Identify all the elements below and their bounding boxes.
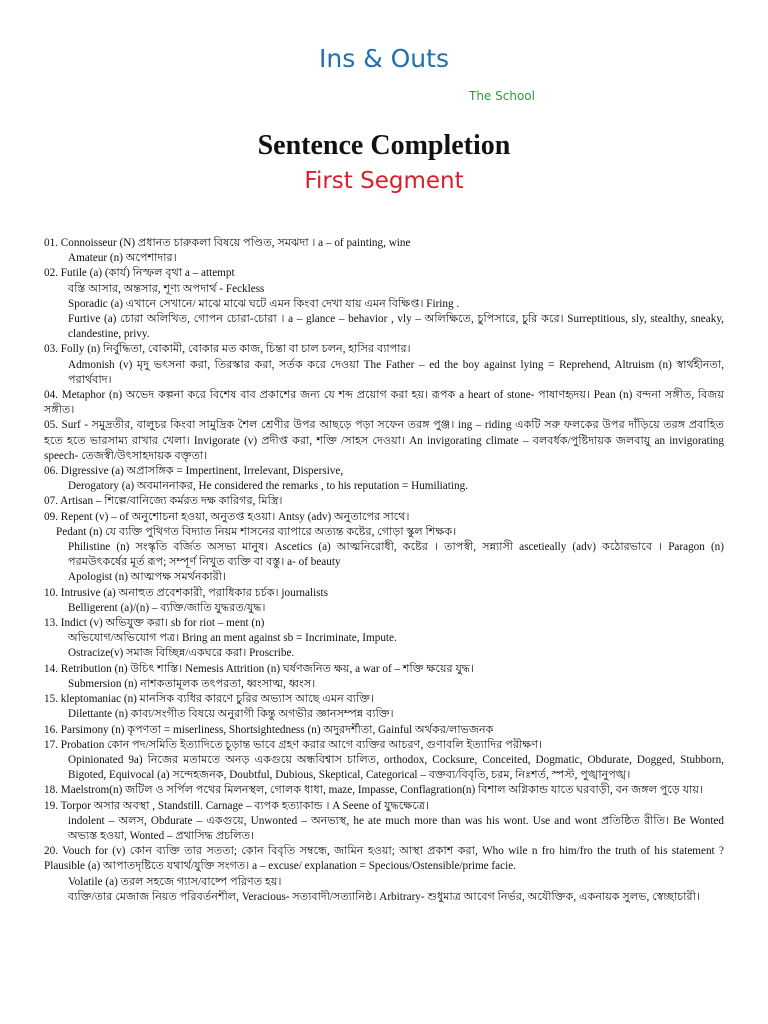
entry-10-sub: Belligerent (a)/(n) – ব্যক্তি/জাতি যুদ্ধরত/যুদ্ধ। — [68, 601, 266, 614]
entry-14-sub: Submersion (n) নাশকতামূলক তৎপরতা, ধ্বংসাত্ম, ধ্বংস। — [68, 677, 316, 690]
page-subtitle: First Segment — [304, 168, 464, 194]
entry-15-sub: Dilettante (n) কাব্য/সংগীত বিষয়ে অনুরাগী কিন্তু অগভীর জ্ঞানসম্পন্ন ব্যক্তি। — [68, 708, 394, 721]
brand-tagline: The School — [469, 89, 535, 103]
entry-17-sub: Opinionated 9a) নিজের মতামতে অনড় একগুয়ে অন্ধবিশ্বাস চালিত, orthodox, Cocksure, Conceited, Dogmatic, Obdurate, Dogged, Stubborn, Bigoted, Equivocal (a) সন্দেহজনক, Doubtful, Dubious, Skeptical, Categorical – বক্তব্য/বিবৃতি, চরম, নিঃশর্ত, স্পস্ট, পুঙ্খানুপঙ্খ। — [68, 753, 724, 782]
entry-06: 06. Digressive (a) অপ্রাসঙ্গিক = Impertinent, Irrelevant, Dispersive, — [44, 465, 344, 478]
entry-01-sub: Amateur (n) অপেশাদার। — [68, 252, 177, 265]
entry-13-sub: অভিযোগ/অভিযোগ পত্র। Bring an ment against sb = Incriminate, Impute. — [68, 632, 397, 645]
entry-02-sub: Furtive (a) চোরা অলিখিত, গোপন চোরা-চোরা । a – glance – behavior , vly – অলিক্ষিতে, চুপিসারে, চুরি করে। Surreptitious, sly, stealthy, sneaky, clandestine, privy. — [68, 313, 724, 341]
entry-09-sub: Apologist (n) আত্মপক্ষ সমর্থনকারী। — [68, 571, 227, 584]
entry-02-sub: Sporadic (a) এখানে সেখানে/ মাঝে মাঝে ঘটে এমন কিংবা দেখা যায় এমন বিক্ষিপ্ত। Firing . — [68, 297, 460, 310]
entry-07: 07. Artisan – শিল্পে/বানিজ্যে কর্মরত দক্ষ কারিগর, মিস্ত্রি। — [44, 495, 283, 508]
entry-15: 15. kleptomaniac (n) মানসিক ব্যধির কারণে চুরির অভ্যাস আছে এমন ব্যক্তি। — [44, 693, 375, 706]
entry-17: 17. Probation কোন পদ/সমিতি ইত্যাদিতে চূড়ান্ত ভাবে গ্রহণ করার আগে ব্যক্তির আচরণ, গুণাবলি ইত্যাদির পরীক্ষণ। — [44, 738, 543, 751]
entry-20: 20. Vouch for (v) কোন ব্যক্তি তার সততা; কোন বিবৃতি সম্বন্ধে, জামিন হওয়া; আস্থা প্রকাশ করা, Who wile n fro him/fro the truth of his statement ? Plausible (a) আপাতদৃষ্টিতে যথার্থ/যুক্তি সংগত। a – excuse/ explanation = Specious/Ostensible/prime facie. — [44, 845, 724, 873]
entry-16: 16. Parsimony (n) কৃপণতা = miserliness, Shortsightedness (n) অদুরদর্শীতা, Gainful অর্থকর/লাভজনক — [44, 723, 494, 736]
vocabulary-list — [44, 236, 724, 905]
entry-20-sub: Volatile (a) তরল সহজে গ্যাস/বাষ্পে পরিণত হয়। — [68, 875, 282, 888]
entry-09-sub: Philistine (n) সংস্কৃতি বর্জিত অসভ্য মানুষ। Ascetics (a) আত্মনিরোধী, কষ্টের । তাপস্বী, সন্ন্যাসী ascetieally (adv) কঠোরভাবে । Paragon (n) পরমউৎকর্ষের মূর্ত রূপ; সম্পূর্ণ নিখুত ব্যক্তি বা বস্তু। a- of beauty — [68, 541, 724, 569]
entry-10: 10. Intrusive (a) অনাহুত প্রবেশকারী, পরাধিকার চর্চক। journalists — [44, 586, 329, 599]
entry-18: 18. Maelstrom(n) জটিল ও সর্পিল পথের মিলনস্থল, গোলক ধাধা, maze, Impasse, Conflagration(n) বিশাল অগ্নিকান্ড যাতে ঘরবাড়ী, বন জঙ্গল পুড়ে যায়। — [44, 784, 703, 797]
entry-05: 05. Surf - সমুদ্রতীর, বালুচর কিংবা সামুদ্রিক শৈল শ্রেণীর উপর আছড়ে পড়া সফেন তরঙ্গ পুঞ্জ। ing – riding একটি সরু ফলকের উপর দাঁড়িয়ে তরঙ্গ প্রবাহিত হতে হতে ভারসাম্য রাখার খেলা। Invigorate (v) প্রদীপ্ত করা, শক্তি /সাহস দেওয়া। An invigorating climate – বলবর্ধক/পুষ্টিদায়ক জলবায়ু an invigorating speech- তেজস্বী/উৎসাহদায়ক বক্তৃতা। — [44, 419, 724, 462]
entry-19-sub: indolent – অলস, Obdurate – একগুয়ে, Unwonted – অনভ্যস্থ, he ate much more than was his wont. Use and wont প্রতিষ্ঠিত রীতি। Be Wonted অভ্যস্ত হওয়া, Wonted – প্রথাসিদ্ধ প্রচলিত। — [68, 814, 724, 842]
entry-13: 13. Indict (v) অভিযুক্ত করা। sb for riot – ment (n) — [44, 617, 265, 630]
entry-03: 03. Folly (n) নির্বুদ্ধিতা, বোকামী, বোকার মত কাজ, চিন্তা বা চাল চলন, হাসির ব্যাপার। — [44, 343, 411, 356]
entry-13-sub: Ostracize(v) সমাজ বিচ্ছিন্ন/একঘরে করা। Proscribe. — [68, 647, 295, 660]
entry-06-sub: Derogatory (a) অবমাননাকর, He considered the remarks , to his reputation = Humiliating. — [68, 480, 468, 493]
entry-14: 14. Retribution (n) উচিৎ শাস্তি। Nemesis Attrition (n) ঘর্ষণজনিত ক্ষয়, a war of – শক্তি ক্ষয়ের যুদ্ধ। — [44, 662, 475, 675]
entry-01: 01. Connoisseur (N) প্রধানত চারুকলা বিষয়ে পণ্ডিত, সমঝদা । a – of painting, wine — [44, 237, 411, 249]
entry-09-sub: Pedant (n) যে ব্যক্তি পুথিগত বিদ্যাত নিয়ম শাসনের ব্যাপারে অত্যন্ত কষ্টের, গোড়া স্কুল শিক্ষক। — [56, 525, 457, 538]
entry-20-sub: ব্যক্তি/তার মেজাজ নিয়ত পরিবর্তনশীল, Veracious- সত্যবাদী/সত্যানিষ্ঠ। Arbitrary- শুধুমাত্র আবেগ নির্ভর, অযৌক্তিক, একনায়ক সুলভ, স্বেচ্ছাচারী। — [68, 890, 700, 903]
entry-03-sub: Admonish (v) মৃদু ভৎসনা করা, তিরস্কার করা, সর্তক করে দেওয়া The Father – ed the boy against lying = Reprehend, Altruism (n) স্বার্থহীনতা, পরার্থবাদ। — [68, 358, 724, 386]
entry-19: 19. Torpor অসার অবস্থা , Standstill. Carnage – ব্যপক হত্যাকান্ড । A Seene of যুদ্ধক্ষেত্রে। — [44, 799, 430, 812]
entry-02-sub: বস্তি আসার, অন্তসার, শূণ্য অপদার্থ - Feckless — [68, 282, 265, 295]
brand-title: Ins & Outs — [319, 44, 449, 73]
page-title: Sentence Completion — [257, 130, 511, 161]
entry-02: 02. Futile (a) (কার্য) নিস্ফল বৃথা a – attempt — [44, 267, 235, 280]
entry-09: 09. Repent (v) – of অনুশোচনা হওয়া, অনুতপ্ত হওয়া। Antsy (adv) অনুতাপের সাথে। — [44, 510, 410, 523]
entry-04: 04. Metaphor (n) অভেদ কল্পনা করে বিশেষ বাব প্রকাশের জন্য যে শব্দ প্রয়োগ করা হয়। রূপক a heart of stone- পাষাণহৃদয়। Pean (n) বন্দনা সঙ্গীত, বিজয় সঙ্গীত। — [44, 389, 724, 417]
